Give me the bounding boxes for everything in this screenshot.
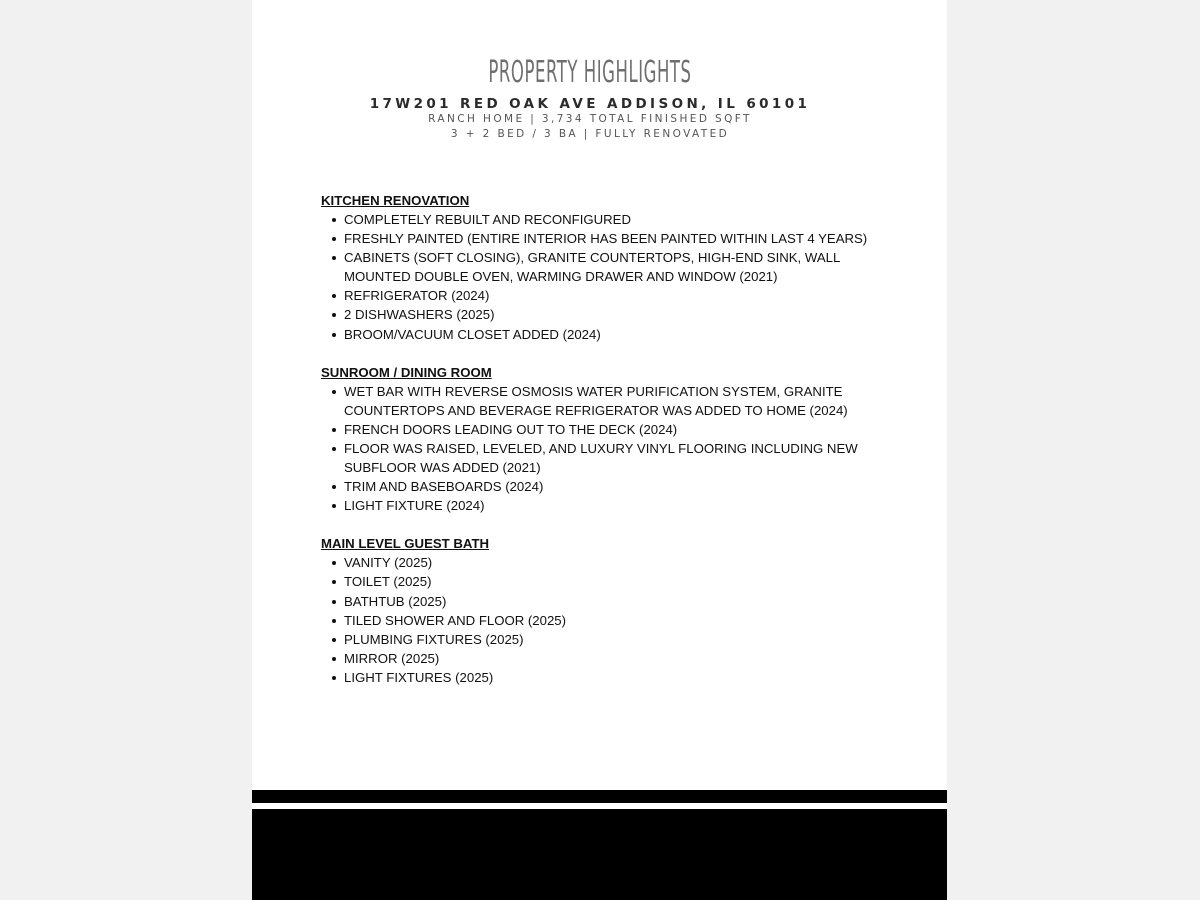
item-list [321, 382, 881, 516]
list-item: REFRIGERATOR (2024) [344, 286, 881, 305]
list-item: LIGHT FIXTURES (2025) [344, 668, 881, 687]
section-kitchen-renovation [321, 191, 881, 344]
list-item: MIRROR (2025) [344, 649, 881, 668]
list-item: PLUMBING FIXTURES (2025) [344, 630, 881, 649]
item-list [321, 553, 881, 687]
list-item: COMPLETELY REBUILT AND RECONFIGURED [344, 210, 881, 229]
section-main-level-guest-bath [321, 534, 881, 687]
list-item: CABINETS (SOFT CLOSING), GRANITE COUNTERTOPS, HIGH-END SINK, WALL MOUNTED DOUBLE OVEN, WARMING DRAWER AND WINDOW (2021) [344, 248, 881, 286]
list-item: TRIM AND BASEBOARDS (2024) [344, 477, 881, 496]
list-item: BATHTUB (2025) [344, 592, 881, 611]
list-item: FRENCH DOORS LEADING OUT TO THE DECK (2024) [344, 420, 881, 439]
section-heading: MAIN LEVEL GUEST BATH [321, 536, 490, 552]
list-item: LIGHT FIXTURE (2024) [344, 496, 881, 515]
list-item: TILED SHOWER AND FLOOR (2025) [344, 611, 881, 630]
property-summary-line-2: 3 + 2 BED / 3 BA | FULLY RENOVATED [450, 128, 730, 140]
list-item: 2 DISHWASHERS (2025) [344, 305, 881, 324]
list-item: FLOOR WAS RAISED, LEVELED, AND LUXURY VINYL FLOORING INCLUDING NEW SUBFLOOR WAS ADDED (2021) [344, 439, 881, 477]
list-item: TOILET (2025) [344, 572, 881, 591]
list-item: BROOM/VACUUM CLOSET ADDED (2024) [344, 325, 881, 344]
list-item: WET BAR WITH REVERSE OSMOSIS WATER PURIFICATION SYSTEM, GRANITE COUNTERTOPS AND BEVERAGE REFRIGERATOR WAS ADDED TO HOME (2024) [344, 382, 881, 420]
highlights-content [321, 191, 881, 706]
list-item: VANITY (2025) [344, 553, 881, 572]
document-page [252, 0, 947, 900]
section-heading: SUNROOM / DINING ROOM [321, 364, 492, 380]
page-title: PROPERTY HIGHLIGHTS [488, 55, 692, 90]
section-sunroom-dining-room [321, 363, 881, 516]
property-summary-line-1: RANCH HOME | 3,734 TOTAL FINISHED SQFT [428, 113, 752, 125]
footer-band [252, 809, 947, 900]
property-address: 17W201 RED OAK AVE ADDISON, IL 60101 [369, 96, 811, 112]
item-list [321, 210, 881, 344]
footer-divider-band [252, 790, 947, 803]
section-heading: KITCHEN RENOVATION [321, 193, 470, 208]
list-item: FRESHLY PAINTED (ENTIRE INTERIOR HAS BEEN PAINTED WITHIN LAST 4 YEARS) [344, 229, 881, 248]
